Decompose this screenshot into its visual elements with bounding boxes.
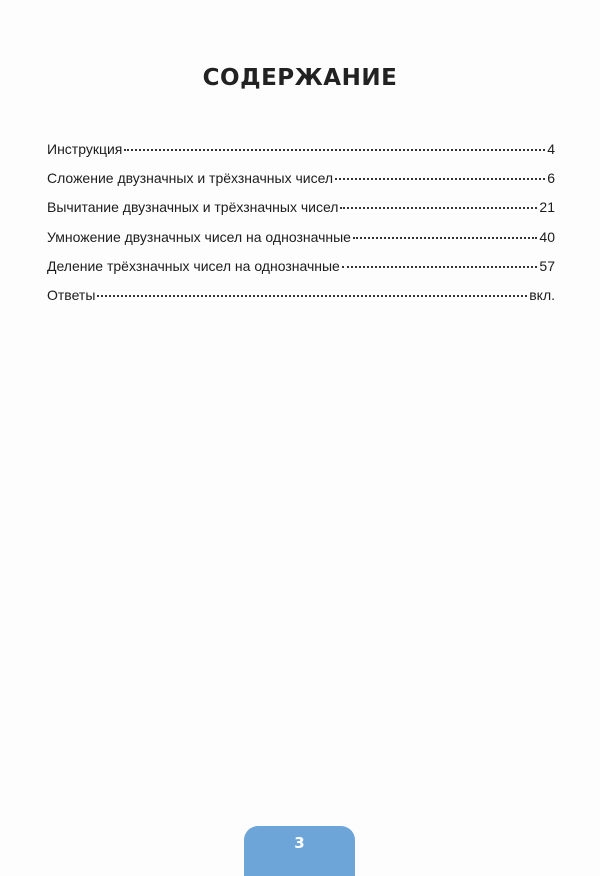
toc-entry bbox=[47, 199, 555, 228]
toc-dot-leader bbox=[342, 266, 538, 268]
toc-dot-leader bbox=[353, 237, 537, 239]
toc-entry-page: вкл. bbox=[529, 286, 555, 303]
toc-entry bbox=[47, 287, 555, 316]
toc-dot-leader bbox=[97, 295, 527, 297]
page-title: СОДЕРЖАНИЕ bbox=[202, 65, 398, 92]
toc-entry-label: Деление трёхзначных чисел на однозначные bbox=[47, 257, 340, 274]
toc-entry-label: Умножение двузначных чисел на однозначные bbox=[47, 228, 351, 245]
toc-entry-page: 57 bbox=[539, 257, 555, 274]
page-number-tab bbox=[244, 826, 355, 876]
toc-entry bbox=[47, 170, 555, 199]
table-of-contents bbox=[47, 141, 555, 316]
toc-dot-leader bbox=[335, 178, 545, 180]
toc-entry bbox=[47, 141, 555, 170]
toc-entry-label: Сложение двузначных и трёхзначных чисел bbox=[47, 170, 334, 187]
toc-dot-leader bbox=[124, 149, 545, 151]
toc-entry-page: 40 bbox=[539, 228, 555, 245]
toc-entry-page: 4 bbox=[547, 141, 555, 157]
toc-entry-page: 21 bbox=[539, 199, 555, 216]
toc-dot-leader bbox=[340, 207, 537, 209]
toc-entry-label: Инструкция bbox=[47, 141, 123, 157]
toc-entry bbox=[47, 229, 555, 258]
toc-entry-label: Вычитание двузначных и трёхзначных чисел bbox=[47, 199, 339, 216]
toc-entry-page: 6 bbox=[547, 170, 555, 187]
page-number: 3 bbox=[294, 834, 305, 852]
toc-entry-label: Ответы bbox=[47, 286, 96, 303]
toc-entry bbox=[47, 258, 555, 287]
